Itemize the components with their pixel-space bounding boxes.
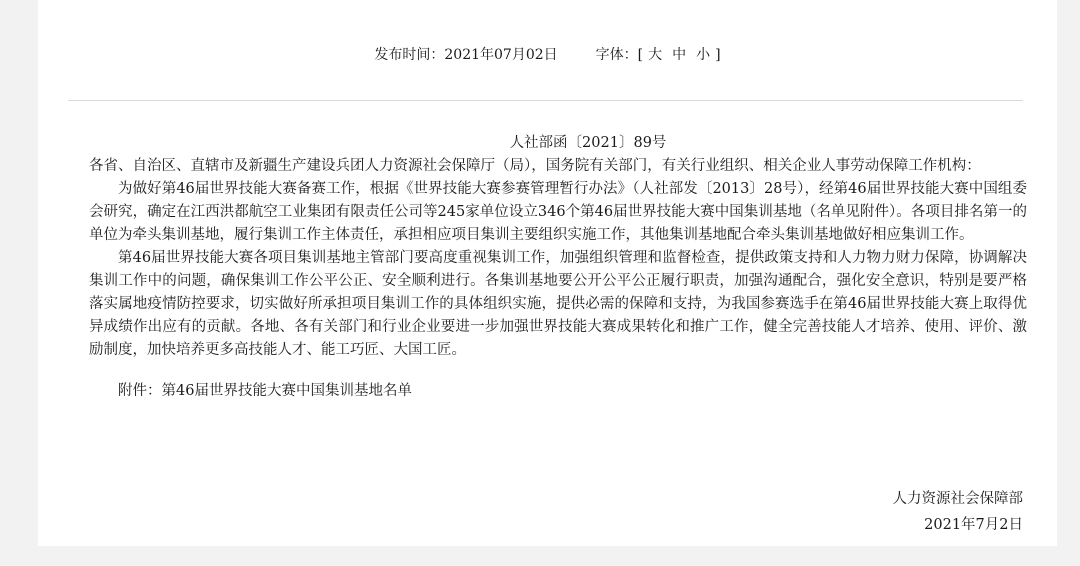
font-size-control — [638, 47, 721, 63]
attachment-line: 附件：第46届世界技能大赛中国集训基地名单 — [118, 383, 412, 399]
article-page — [38, 0, 1057, 546]
publish-label: 发布时间： — [374, 47, 445, 63]
signature-organization: 人力资源社会保障部 — [892, 491, 1023, 507]
body-paragraph-1: 为做好第46届世界技能大赛备赛工作，根据《世界技能大赛参赛管理暂行办法》（人社部发〔2013〕28号），经第46届世界技能大赛中国组委会研究，确定在江西洪都航空工业集团有限责任公司等245家单位设立346个第46届世界技能大赛中国集训基地（名单见附件）。各项目排名第一的单位为牵头集训基地，履行集训工作主体责任，承担相应项目集训主要组织实施工作，其他集训基地配合牵头集训基地做好相应集训工作。 — [89, 181, 1027, 243]
publish-date: 2021年07月02日 — [444, 47, 558, 63]
font-size-large-link[interactable]: 大 — [648, 47, 663, 63]
addressee: 各省、自治区、直辖市及新疆生产建设兵团人力资源社会保障厅（局），国务院有关部门，有关行业组织、相关企业人事劳动保障工作机构： — [89, 158, 981, 174]
body-paragraph-2: 第46届世界技能大赛各项目集训基地主管部门要高度重视集训工作，加强组织管理和监督检查，提供政策支持和人力物力财力保障，协调解决集训工作中的问题，确保集训工作公平公正、安全顺利进行。各集训基地要公开公平公正履行职责，加强沟通配合，强化安全意识，特别是要严格落实属地疫情防控要求，切实做好所承担项目集训工作的具体组织实施，提供必需的保障和支持，为我国参赛选手在第46届世界技能大赛上取得优异成绩作出应有的贡献。各地、各有关部门和行业企业要进一步加强世界技能大赛成果转化和推广工作，健全完善技能人才培养、使用、评价、激励制度，加快培养更多高技能人才、能工巧匠、大国工匠。 — [89, 250, 1027, 358]
bracket-close: ] — [715, 47, 721, 63]
signature-block — [893, 486, 1024, 538]
article-meta — [38, 44, 1057, 64]
article-body — [89, 132, 1027, 403]
font-size-small-link[interactable]: 小 — [696, 47, 711, 63]
signature-date: 2021年7月2日 — [924, 517, 1023, 533]
document-number: 人社部函〔2021〕89号 — [509, 135, 667, 151]
header-divider — [68, 100, 1023, 101]
font-size-label: 字体： — [595, 47, 638, 63]
font-size-medium-link[interactable]: 中 — [672, 47, 687, 63]
bracket-open: [ — [637, 47, 644, 63]
